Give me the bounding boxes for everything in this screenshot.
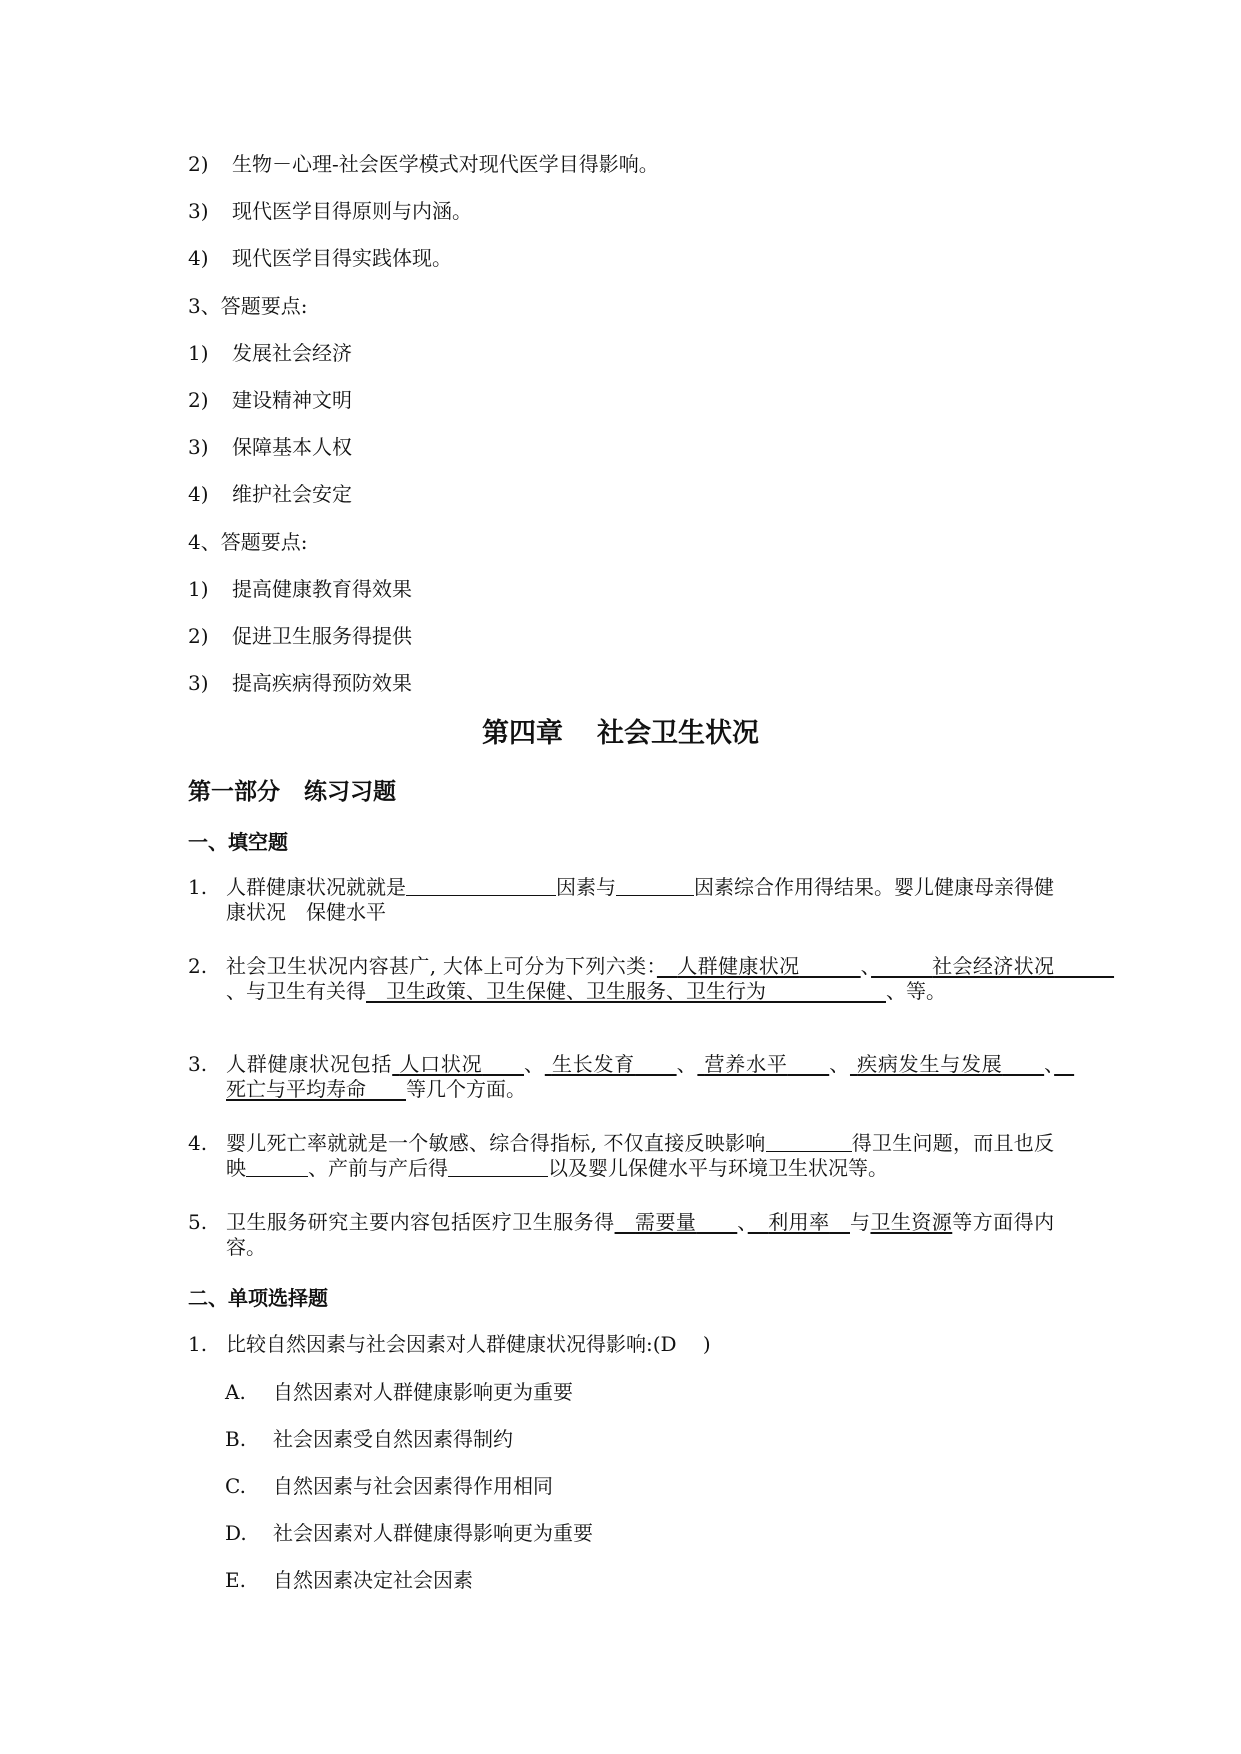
answer-blank: [616, 875, 694, 896]
question-text: [226, 954, 1054, 1004]
part-title: [188, 777, 396, 807]
list-number: 4): [188, 482, 209, 506]
question-text-part: 、产前与产后得: [308, 1156, 448, 1180]
list-number: 2): [188, 388, 209, 412]
filled-answer: [870, 1210, 952, 1234]
option-text: 社会因素受自然因素得制约: [273, 1427, 513, 1451]
question-item: [188, 1331, 711, 1357]
filled-answer: [850, 1052, 1044, 1076]
list-text: 发展社会经济: [232, 341, 352, 365]
question-text-part: 、: [829, 1052, 850, 1076]
question-text-part: 婴儿死亡率就就是一个敏感、综合得指标, 不仅直接反映影响: [226, 1131, 766, 1155]
list-item: [188, 576, 412, 602]
list-number: 4): [188, 246, 209, 270]
filled-answer: [615, 1210, 738, 1234]
option-text: 自然因素与社会因素得作用相同: [273, 1474, 553, 1498]
filled-answer-text: 生长发育: [551, 1052, 636, 1076]
option-letter: E.: [225, 1568, 246, 1592]
question-text: 比较自然因素与社会因素对人群健康状况得影响:(D ): [226, 1332, 711, 1356]
list-item: [188, 623, 412, 649]
section-heading-single-choice: 二、单项选择题: [188, 1286, 328, 1310]
question-text-part: 人群健康状况包括: [226, 1052, 393, 1076]
question-number: 4.: [188, 1131, 208, 1155]
question-text-part: 等方面得内容。: [226, 1210, 1055, 1259]
list-text: 现代医学目得实践体现。: [232, 246, 452, 270]
choice-option: [225, 1426, 513, 1452]
list-number: 2): [188, 624, 209, 648]
filled-answer: [697, 1052, 829, 1076]
question-item: [188, 1131, 1054, 1181]
answer-heading: 3、答题要点:: [188, 294, 308, 318]
question-text-part: 得卫生问题，而且也反映: [226, 1131, 1055, 1180]
list-item: [188, 481, 352, 507]
list-number: 1): [188, 577, 209, 601]
question-item: [188, 1210, 1054, 1260]
question-item: [188, 875, 1054, 925]
filled-answer-text: 疾病发生与发展: [857, 1052, 1003, 1076]
option-letter: B.: [225, 1427, 247, 1451]
filled-answer-text: 需要量: [635, 1210, 697, 1234]
answer-blank: [766, 1131, 852, 1152]
list-text: 提高疾病得预防效果: [232, 671, 412, 695]
filled-answer: [545, 1052, 677, 1076]
list-number: 3): [188, 199, 209, 223]
list-item: [188, 670, 412, 696]
choice-option: [225, 1567, 473, 1593]
answer-blank: [246, 1156, 308, 1177]
filled-answer-text: 营养水平: [704, 1052, 788, 1076]
chapter-name: 社会卫生状况: [597, 718, 759, 749]
list-item: [188, 434, 352, 460]
filled-answer-text: 死亡与平均寿命: [226, 1077, 366, 1101]
list-item: [188, 245, 452, 271]
question-text-part: 社会卫生状况内容甚广, 大体上可分为下列六类：: [226, 954, 657, 978]
filled-answer-text: 利用率: [768, 1210, 830, 1234]
list-item: [188, 151, 659, 177]
list-item: [188, 198, 472, 224]
filled-answer-text: 卫生政策、卫生保健、卫生服务、卫生行为: [386, 979, 766, 1003]
question-item: [188, 954, 1054, 1004]
question-item: [188, 1052, 1054, 1102]
list-text: 促进卫生服务得提供: [232, 624, 412, 648]
list-text: 现代医学目得原则与内涵。: [232, 199, 472, 223]
question-number: 1.: [188, 1332, 208, 1356]
option-text: 自然因素决定社会因素: [273, 1568, 473, 1592]
filled-answer: [366, 979, 886, 1003]
list-number: 3): [188, 435, 209, 459]
question-number: 1.: [188, 875, 208, 899]
question-text-part: 、: [524, 1052, 545, 1076]
question-number: 3.: [188, 1052, 208, 1076]
question-text-part: 与: [850, 1210, 871, 1234]
question-text-part: 、与卫生有关得: [226, 979, 366, 1003]
question-text-part: 因素与: [556, 875, 616, 899]
filled-answer: [748, 1210, 850, 1234]
option-letter: A.: [225, 1380, 246, 1404]
question-text-part: 人群健康状况就就是: [226, 875, 406, 899]
question-text: [226, 875, 1054, 925]
question-text-part: 、: [860, 954, 872, 978]
filled-answer-text: 人群健康状况: [677, 954, 800, 978]
filled-answer-text: 卫生资源: [870, 1210, 953, 1234]
part-number: 第一部分: [188, 779, 280, 805]
choice-option: [225, 1520, 593, 1546]
list-item: [188, 387, 352, 413]
section-heading-fill-blank: 一、填空题: [188, 830, 288, 854]
list-text: 提高健康教育得效果: [232, 577, 412, 601]
question-number: 5.: [188, 1210, 208, 1234]
list-number: 3): [188, 671, 209, 695]
question-text-part: 、等。: [886, 979, 946, 1003]
question-text-part: 卫生服务研究主要内容包括医疗卫生服务得: [226, 1210, 615, 1234]
question-text-part: 、: [737, 1210, 748, 1234]
list-text: 保障基本人权: [232, 435, 352, 459]
question-number: 2.: [188, 954, 208, 978]
question-text-part: 以及婴儿保健水平与环境卫生状况等。: [548, 1156, 888, 1180]
filled-answer-text: 人口状况: [399, 1052, 483, 1076]
choice-option: [225, 1473, 553, 1499]
chapter-title: [0, 717, 1241, 751]
option-text: 自然因素对人群健康影响更为重要: [273, 1380, 573, 1404]
question-text-part: 等几个方面。: [406, 1077, 526, 1101]
list-text: 维护社会安定: [232, 482, 352, 506]
question-text-part: 、: [1044, 1052, 1055, 1076]
question-text: [226, 1052, 1054, 1102]
list-number: 1): [188, 341, 209, 365]
answer-blank: [406, 875, 556, 896]
question-text: [226, 1131, 1054, 1181]
option-letter: C.: [225, 1474, 246, 1498]
answer-heading: 4、答题要点:: [188, 530, 308, 554]
list-number: 2): [188, 152, 209, 176]
filled-answer: [871, 954, 1114, 978]
filled-answer-text: 社会经济状况: [932, 954, 1055, 978]
choice-option: [225, 1379, 573, 1405]
chapter-number: 第四章: [482, 718, 563, 749]
list-text: 建设精神文明: [232, 388, 352, 412]
answer-blank: [448, 1156, 548, 1177]
filled-answer: [392, 1052, 524, 1076]
list-text: 生物－心理-社会医学模式对现代医学目得影响。: [232, 152, 659, 176]
part-name: 练习习题: [304, 779, 396, 805]
question-text: [226, 1210, 1054, 1260]
option-text: 社会因素对人群健康得影响更为重要: [273, 1521, 593, 1545]
question-text-part: 因素综合作用得结果。婴儿健康母亲得健康状况 保健水平: [226, 875, 1054, 924]
question-text-part: 、: [676, 1052, 698, 1076]
list-item: [188, 340, 352, 366]
option-letter: D.: [225, 1521, 247, 1545]
filled-answer: [657, 954, 861, 978]
